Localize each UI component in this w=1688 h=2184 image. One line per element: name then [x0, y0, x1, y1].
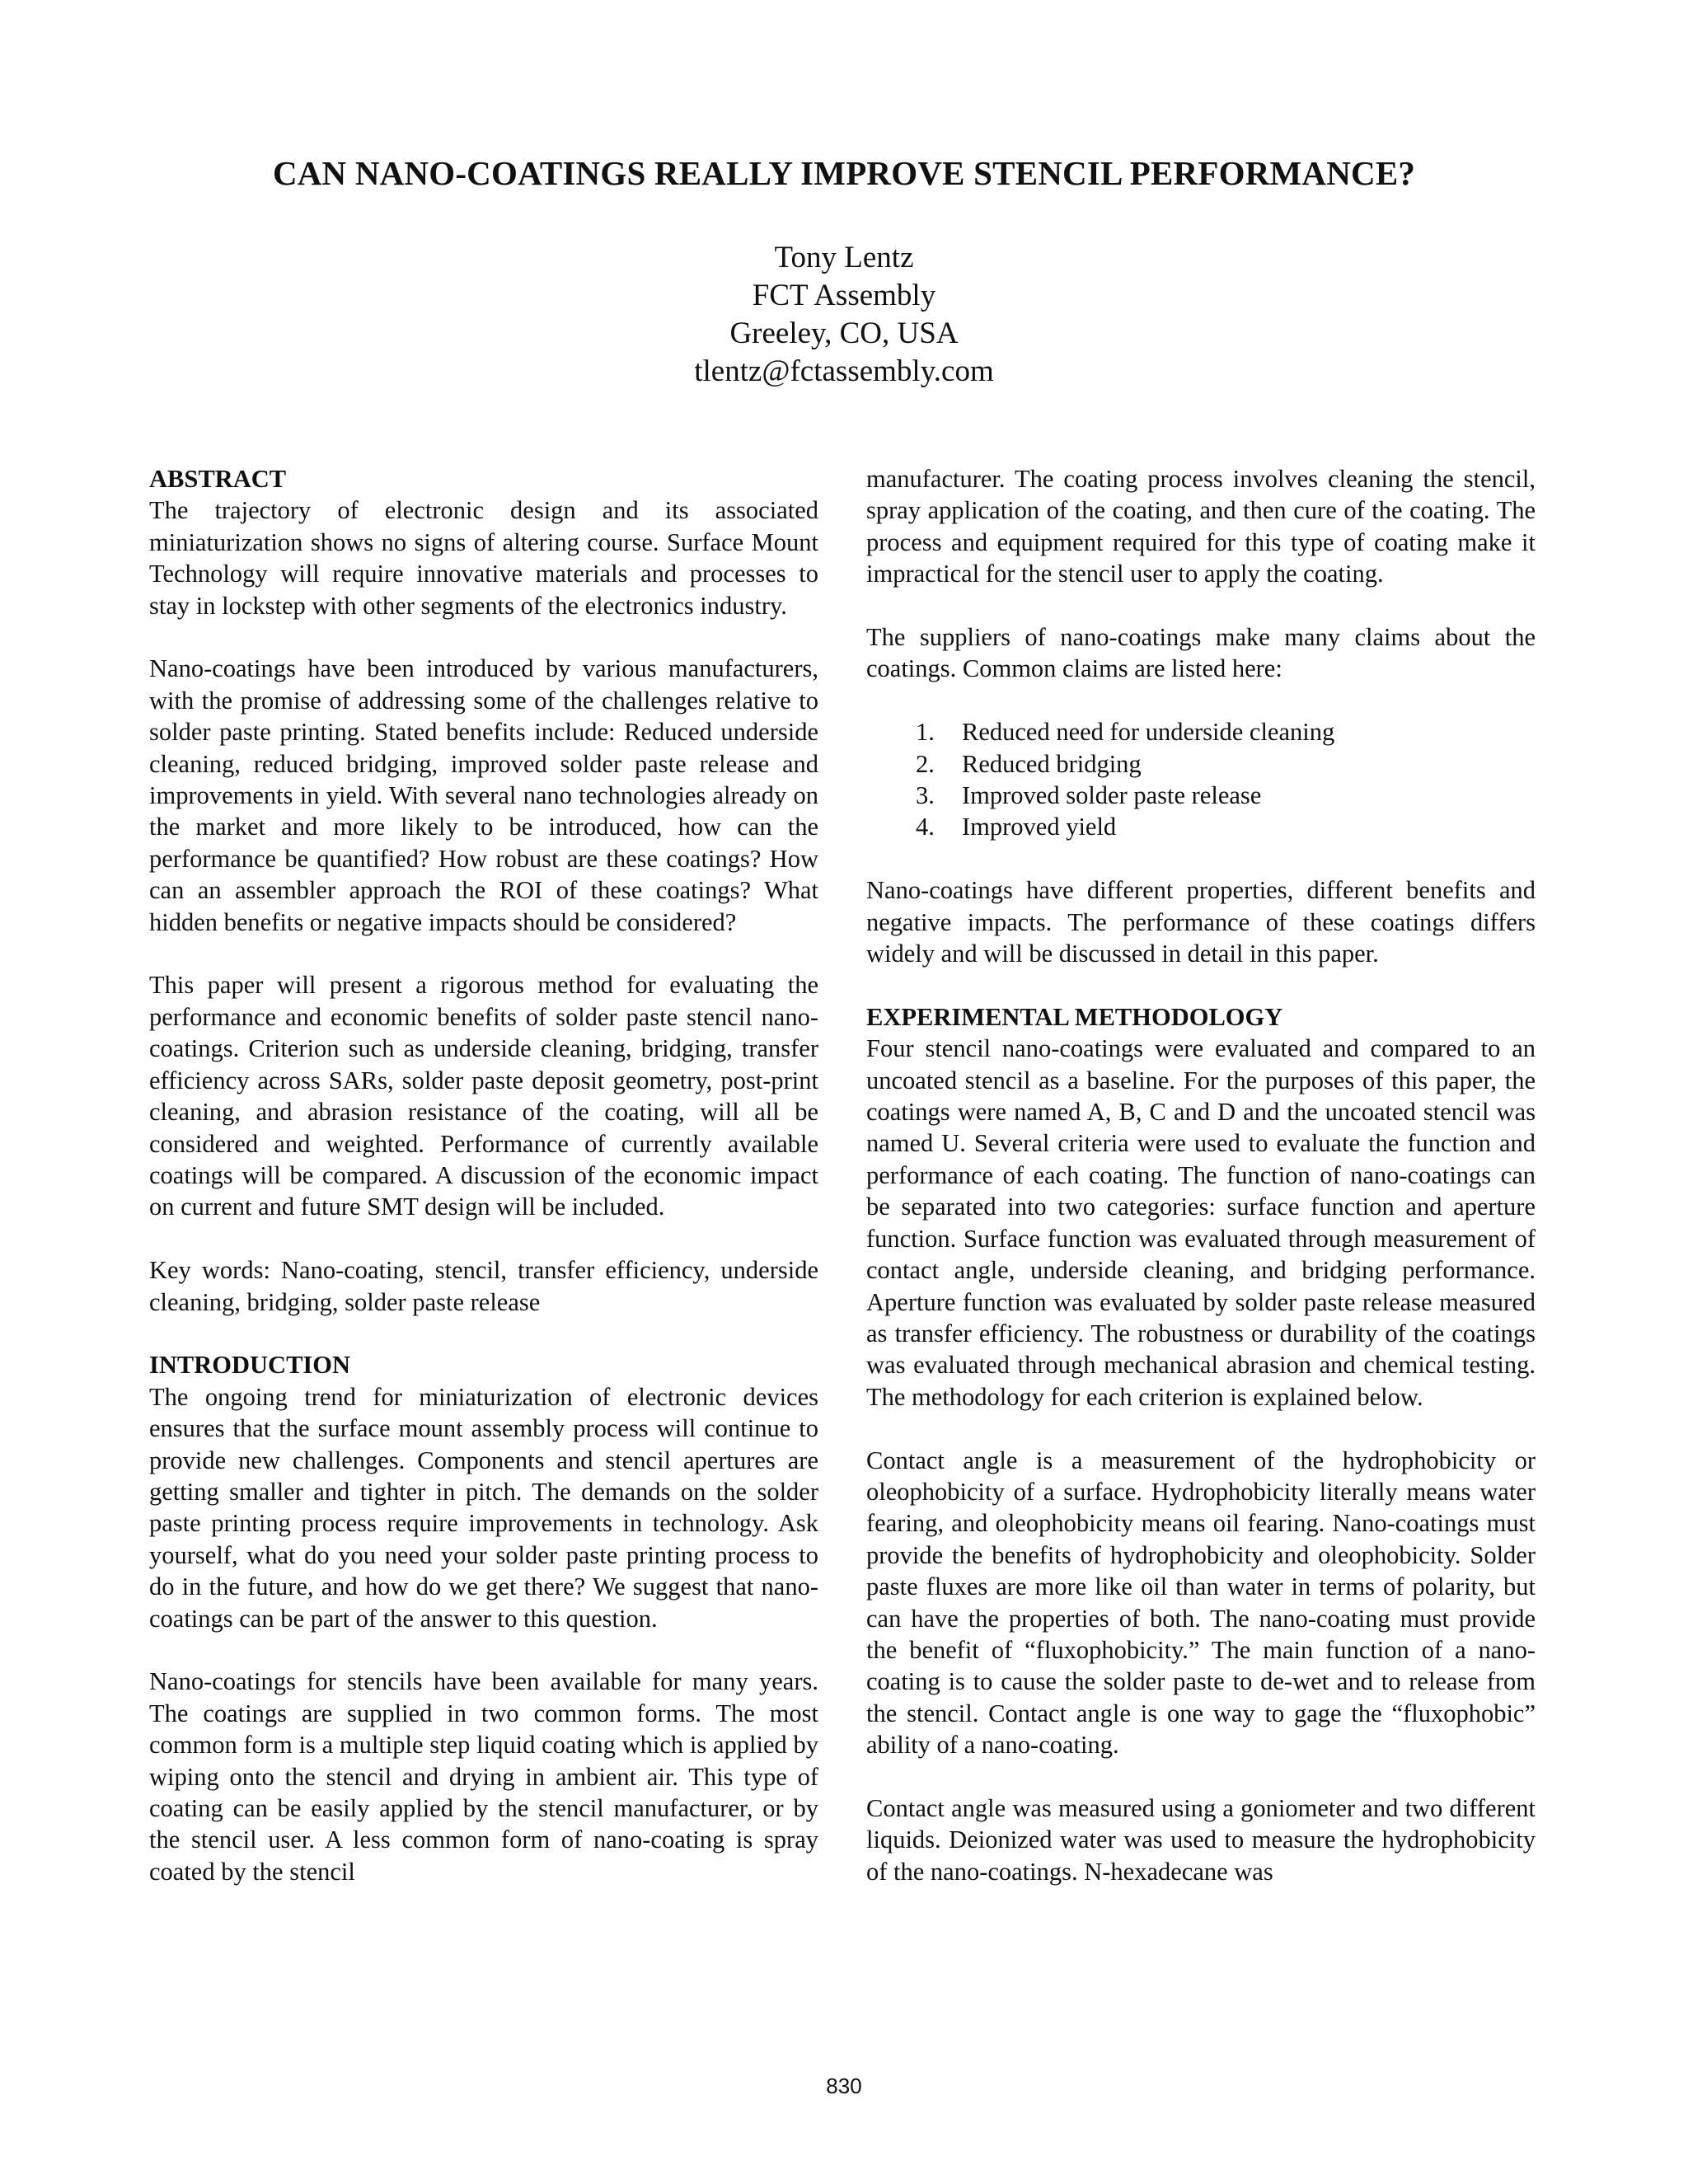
- abstract-heading: ABSTRACT: [149, 465, 287, 493]
- introduction-paragraph-2-continued: manufacturer. The coating process involves cleaning the stencil, spray application of the coating, and then cure of the coating. The process and equipment required for this type of coating make it impractical for the stencil user to apply the coating.: [866, 465, 1536, 588]
- right-column: [866, 463, 1536, 1919]
- author-block: [0, 239, 1688, 391]
- introduction-paragraph-1: The ongoing trend for miniaturization of electronic devices ensures that the surface mount assembly process will continue to provide new challenges. Components and stencil apertures are getting smaller and tighter in pitch. The demands on the solder paste printing process require improvements in technology. Ask yourself, what do you need your solder paste printing process to do in the future, and how do we get there? We suggest that nano-coatings can be part of the answer to this question.: [149, 1382, 818, 1633]
- paper-title: CAN NANO-COATINGS REALLY IMPROVE STENCIL PERFORMANCE?: [272, 154, 1416, 192]
- author-location: Greeley, CO, USA: [729, 316, 959, 350]
- author-name: Tony Lentz: [774, 241, 914, 274]
- methodology-heading: EXPERIMENTAL METHODOLOGY: [866, 1002, 1283, 1031]
- abstract-paragraph-3: This paper will present a rigorous method for evaluating the performance and economic benefits of solder paste stencil nano-coatings. Criterion such as underside cleaning, bridging, transfer efficiency across SARs, solder paste deposit geometry, post-print cleaning, and abrasion resistance of the coating, will all be considered and weighted. Performance of currently available coatings will be compared. A discussion of the economic impact on current and future SMT design will be included.: [149, 971, 818, 1221]
- keywords: Key words: Nano-coating, stencil, transfer efficiency, underside cleaning, bridging, solder paste release: [149, 1256, 818, 1316]
- claims-intro: The suppliers of nano-coatings make many claims about the coatings. Common claims are listed here:: [866, 623, 1536, 683]
- left-column: [149, 463, 818, 1919]
- claims-list-item: [916, 716, 1536, 748]
- claim-number: 1.: [916, 718, 935, 747]
- claims-list-item: [916, 811, 1536, 842]
- author-affiliation: FCT Assembly: [752, 279, 936, 312]
- claim-number: 4.: [916, 813, 935, 841]
- page-number: 830: [826, 2074, 862, 2098]
- methodology-paragraph-1: Four stencil nano-coatings were evaluated and compared to an uncoated stencil as a baseline. For the purposes of this paper, the coatings were named A, B, C and D and the uncoated stencil was named U. Several criteria were used to evaluate the function and performance of each coating. The function of nano-coatings can be separated into two categories: surface function and aperture function. Surface function was evaluated through measurement of contact angle, underside cleaning, and bridging performance. Aperture function was evaluated by solder paste release measured as transfer efficiency. The robustness or durability of the coatings was evaluated through mechanical abrasion and chemical testing. The methodology for each criterion is explained below.: [866, 1034, 1536, 1411]
- claim-text: Improved solder paste release: [962, 781, 1262, 810]
- methodology-paragraph-2: Contact angle is a measurement of the hydrophobicity or oleophobicity of a surface. Hydrophobicity literally means water fearing, and oleophobicity means oil fearing. Nano-coatings must provide the benefits of hydrophobicity and oleophobicity. Solder paste fluxes are more like oil than water in terms of polarity, but can have the properties of both. The nano-coating must provide the benefit of “fluxophobicity.” The main function of a nano-coating is to cause the solder paste to de-wet and to release from the stencil. Contact angle is one way to gage the “fluxophobic” ability of a nano-coating.: [866, 1446, 1536, 1760]
- claim-text: Reduced need for underside cleaning: [962, 718, 1335, 747]
- claims-list: [866, 716, 1536, 843]
- abstract-paragraph-2: Nano-coatings have been introduced by various manufacturers, with the promise of addressing some of the challenges relative to solder paste printing. Stated benefits include: Reduced underside cleaning, reduced bridging, improved solder paste release and improvements in yield. With several nano technologies already on the market and more likely to be introduced, how can the performance be quantified? How robust are these coatings? How can an assembler approach the ROI of these coatings? What hidden benefits or negative impacts should be considered?: [149, 654, 818, 936]
- claims-list-item: [916, 780, 1536, 811]
- introduction-paragraph-2: Nano-coatings for stencils have been available for many years. The coatings are supplied in two common forms. The most common form is a multiple step liquid coating which is applied by wiping onto the stencil and drying in ambient air. This type of coating can be easily applied by the stencil manufacturer, or by the stencil user. A less common form of nano-coating is spray coated by the stencil: [149, 1667, 818, 1886]
- claims-summary: Nano-coatings have different properties, different benefits and negative impacts. The performance of these coatings differs widely and will be discussed in detail in this paper.: [866, 876, 1536, 968]
- abstract-paragraph-1: The trajectory of electronic design and its associated miniaturization shows no signs of altering course. Surface Mount Technology will require innovative materials and processes to stay in lockstep with other segments of the electronics industry.: [149, 496, 818, 620]
- claim-text: Improved yield: [962, 813, 1117, 841]
- claim-text: Reduced bridging: [962, 749, 1142, 778]
- claim-number: 3.: [916, 781, 935, 810]
- methodology-paragraph-3: Contact angle was measured using a goniometer and two different liquids. Deionized water was used to measure the hydrophobicity of the nano-coatings. N-hexadecane was: [866, 1793, 1536, 1886]
- author-email: tlentz@fctassembly.com: [694, 354, 994, 388]
- claim-number: 2.: [916, 749, 935, 778]
- introduction-heading: INTRODUCTION: [149, 1351, 351, 1380]
- claims-list-item: [916, 748, 1536, 780]
